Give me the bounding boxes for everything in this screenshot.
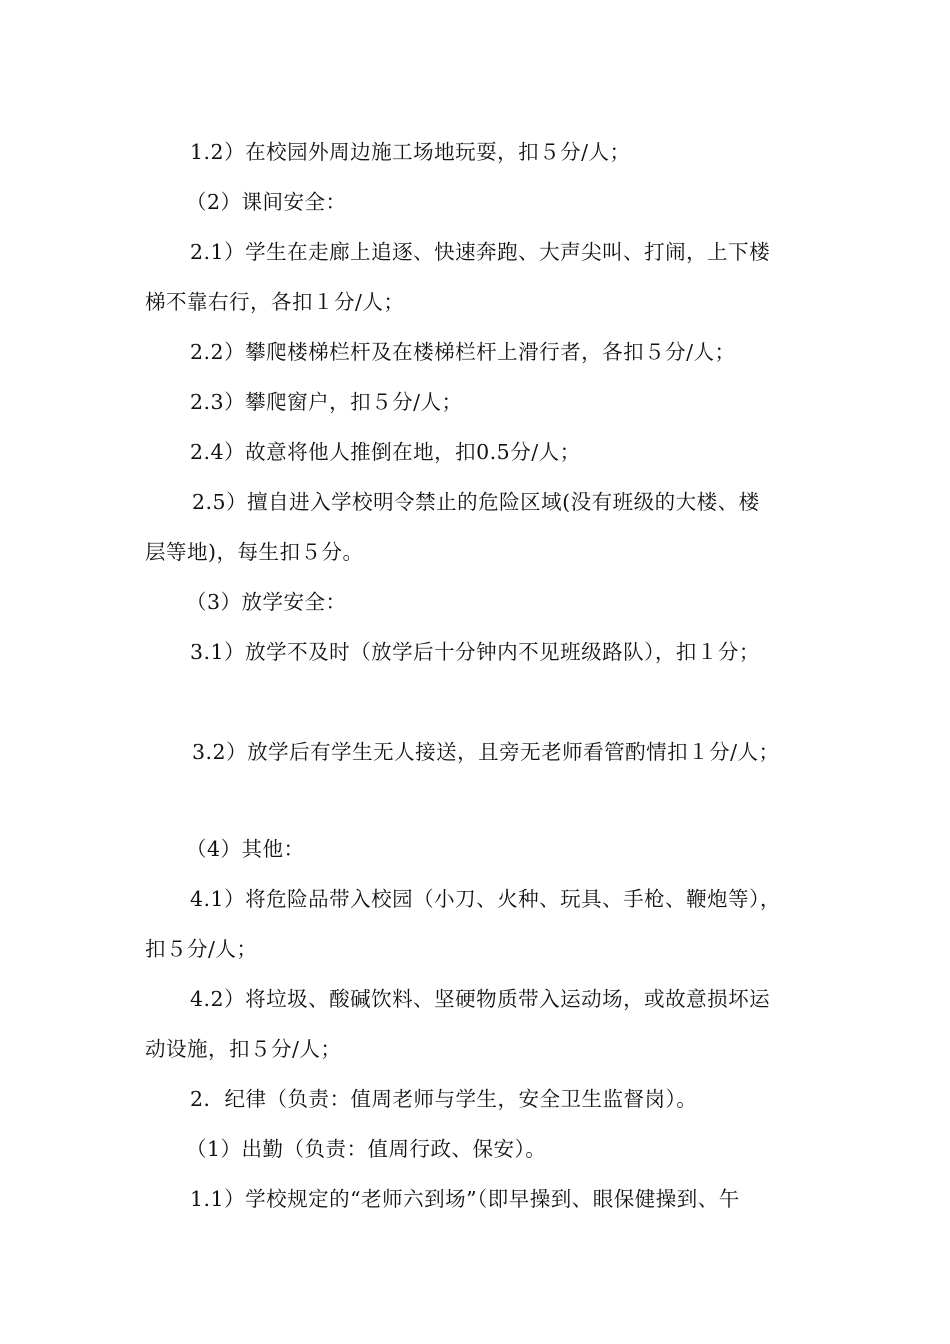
text-line-3-1: 3.1）放学不及时（放学后十分钟内不见班级路队），扣１分；: [190, 640, 760, 664]
heading-attendance: （1）出勤（负责：值周行政、保安）。: [186, 1137, 547, 1161]
text-line-2-2: 2.2）攀爬楼梯栏杆及在楼梯栏杆上滑行者，各扣５分/人；: [190, 340, 736, 364]
text-line-2-4: 2.4）故意将他人推倒在地，扣0.5分/人；: [190, 440, 581, 464]
heading-discipline: 2．纪律（负责：值周老师与学生，安全卫生监督岗）。: [190, 1087, 698, 1111]
text-line-2-3: 2.3）攀爬窗户，扣５分/人；: [190, 390, 463, 414]
text-line-4-1-cont: 扣５分/人；: [145, 937, 258, 961]
text-line-2-1-cont: 梯不靠右行，各扣１分/人；: [145, 290, 405, 314]
heading-recess-safety: （2）课间安全：: [186, 190, 347, 214]
text-line-1-2: 1.2）在校园外周边施工场地玩耍，扣５分/人；: [190, 140, 631, 164]
heading-other: （4）其他：: [186, 837, 305, 861]
text-line-1-1: 1.1）学校规定的“老师六到场”（即早操到、眼保健操到、午: [190, 1187, 740, 1211]
text-line-2-1: 2.1）学生在走廊上追逐、快速奔跑、大声尖叫、打闹，上下楼: [190, 240, 771, 264]
heading-dismissal-safety: （3）放学安全：: [186, 590, 347, 614]
text-line-4-1: 4.1）将危险品带入校园（小刀、火种、玩具、手枪、鞭炮等），: [190, 887, 781, 911]
text-line-3-2: 3.2）放学后有学生无人接送，且旁无老师看管酌情扣１分/人；: [192, 740, 780, 764]
text-line-2-5-cont: 层等地)，每生扣５分。: [145, 540, 364, 564]
text-line-2-5: 2.5）擅自进入学校明令禁止的危险区域(没有班级的大楼、楼: [192, 490, 760, 514]
text-line-4-2-cont: 动设施，扣５分/人；: [145, 1037, 342, 1061]
text-line-4-2: 4.2）将垃圾、酸碱饮料、坚硬物质带入运动场，或故意损坏运: [190, 987, 771, 1011]
